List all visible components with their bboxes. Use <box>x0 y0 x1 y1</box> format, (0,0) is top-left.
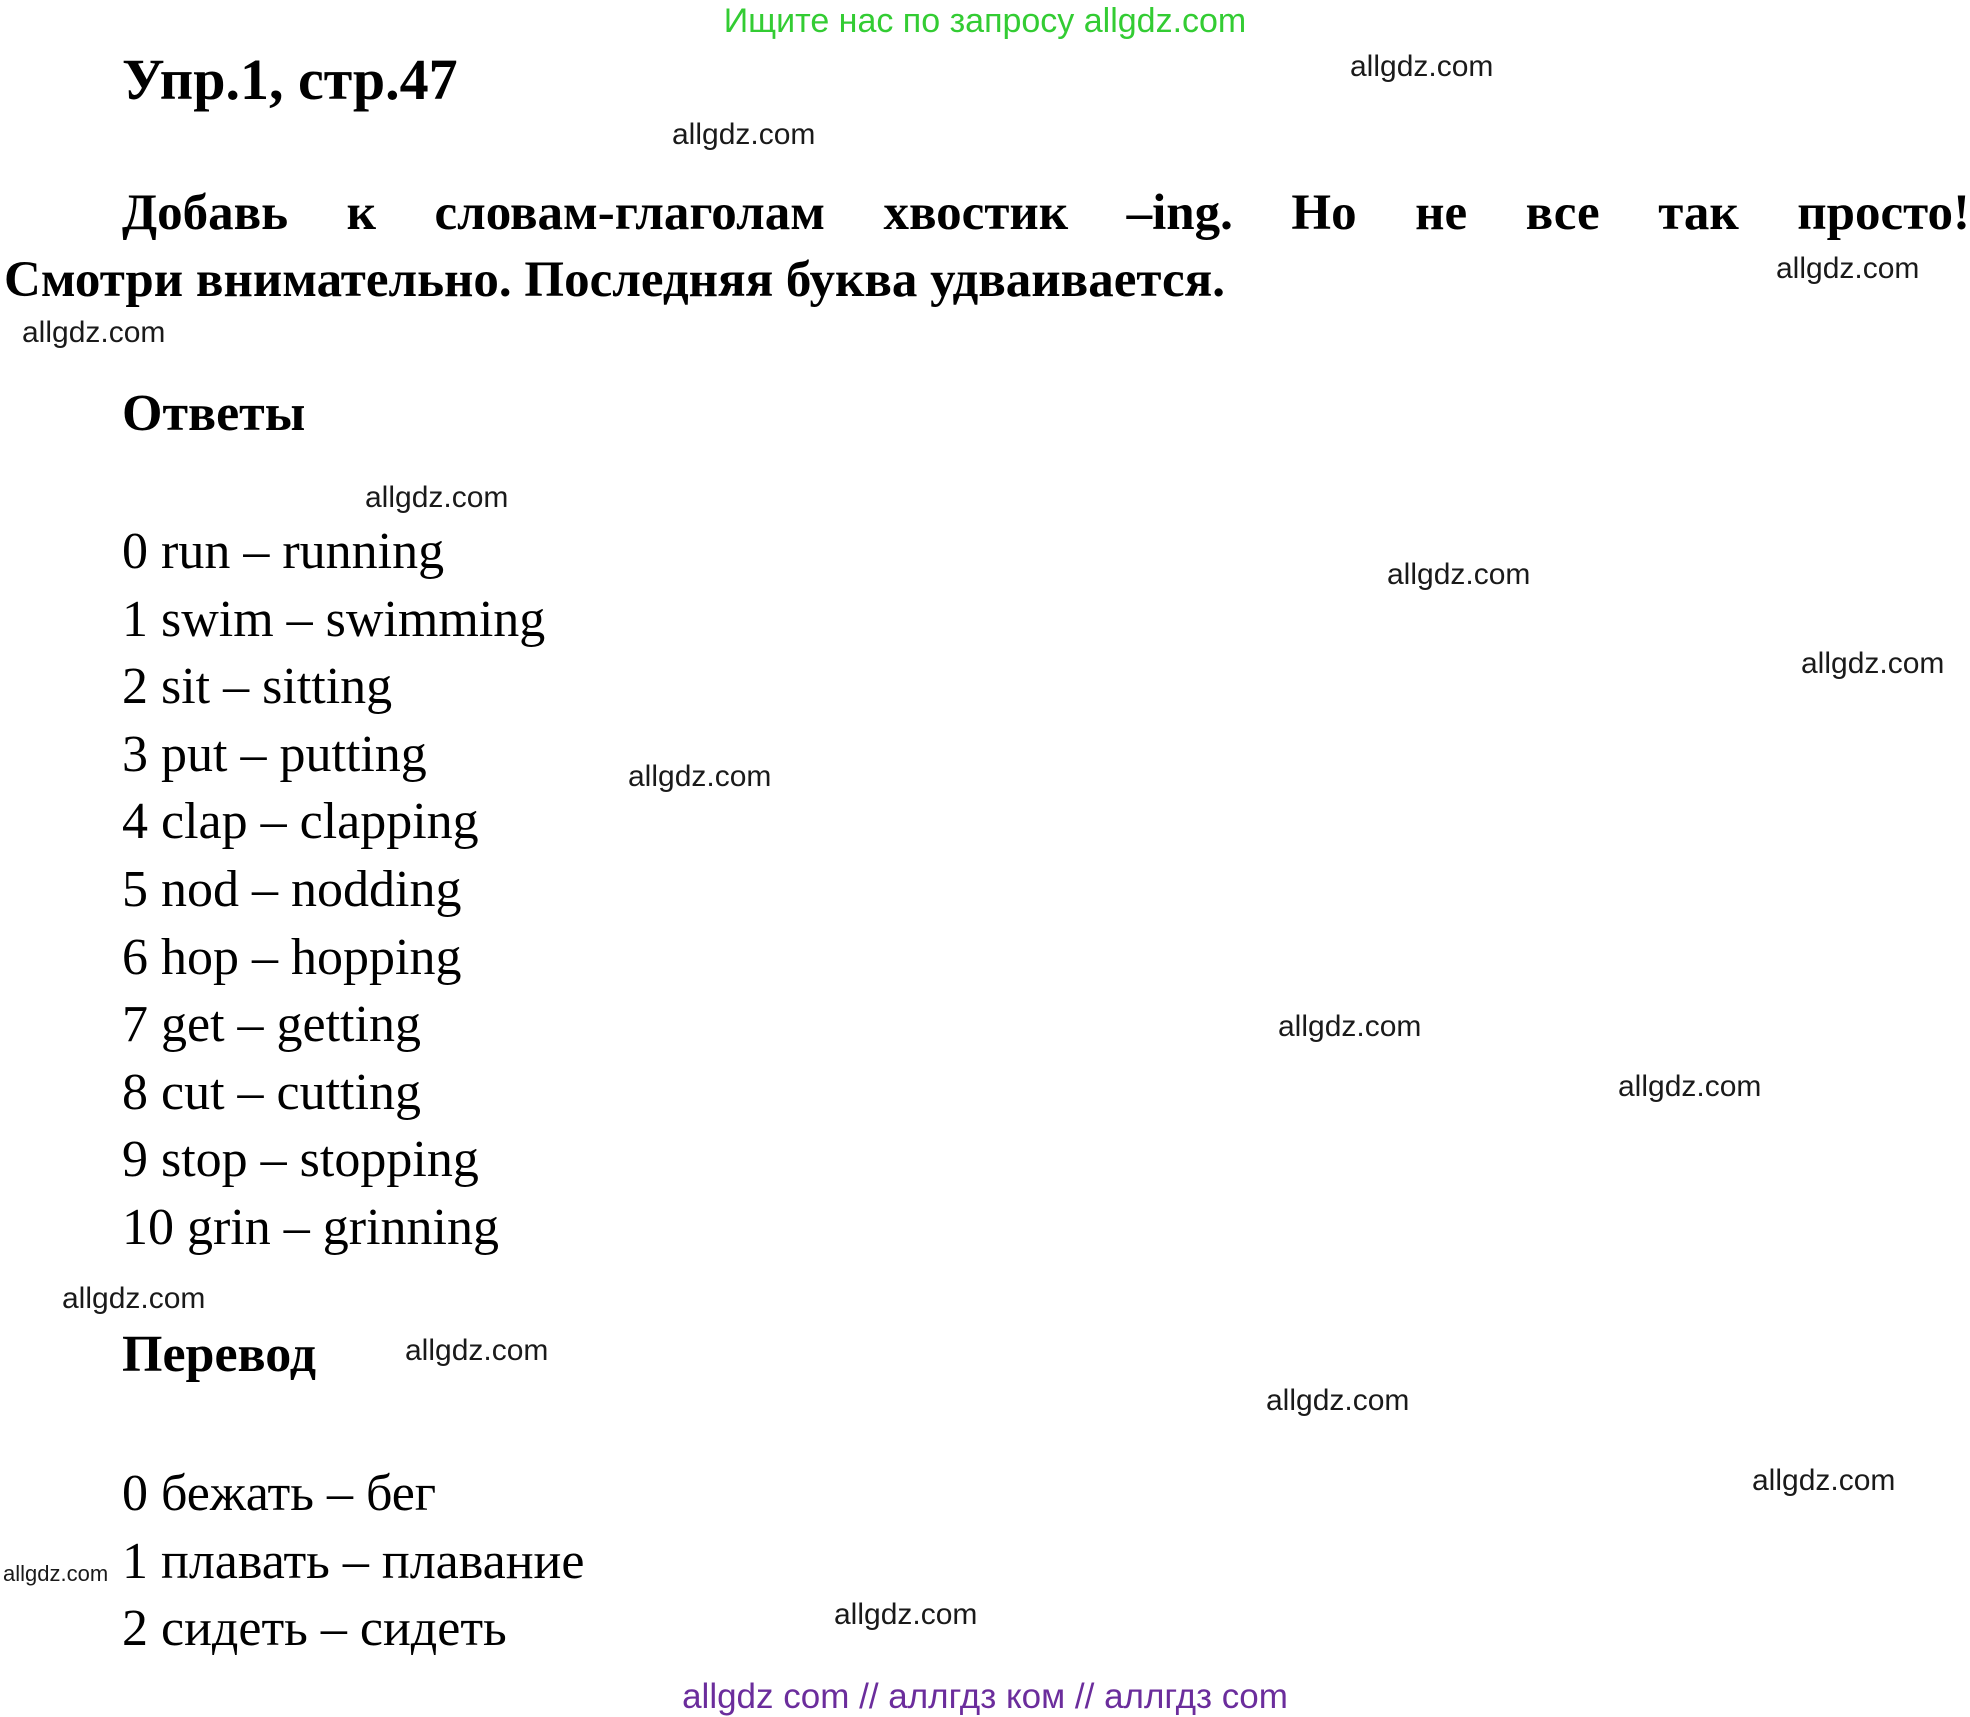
watermark: allgdz.com <box>3 1561 109 1586</box>
task-line-1: Добавь к словам-глаголам хвостик –ing. Но не все так просто! <box>122 185 1970 241</box>
watermark: allgdz.com <box>1618 1070 1762 1103</box>
answers-list <box>122 518 545 1262</box>
watermark: allgdz.com <box>672 118 816 151</box>
watermark: allgdz.com <box>1752 1464 1896 1497</box>
bottom-banner: allgdz com // аллгдз ком // аллгдз com <box>682 1677 1288 1716</box>
answer-item: 10 grin – grinning <box>122 1198 499 1256</box>
answer-item: 9 stop – stopping <box>122 1131 479 1189</box>
watermark: allgdz.com <box>62 1282 206 1315</box>
translation-item: 2 сидеть – сидеть <box>122 1600 507 1658</box>
watermark: allgdz.com <box>405 1334 549 1367</box>
answer-item: 1 swim – swimming <box>122 590 546 648</box>
translation-item: 1 плавать – плавание <box>122 1532 585 1590</box>
watermark: allgdz.com <box>1387 558 1531 591</box>
watermark: allgdz.com <box>1350 50 1494 83</box>
translation-item: 0 бежать – бег <box>122 1465 437 1522</box>
answer-item: 3 put – putting <box>122 725 427 783</box>
answer-item: 5 nod – nodding <box>122 860 462 918</box>
task-line-2: Смотри внимательно. Последняя буква удваивается. <box>4 252 1226 308</box>
watermark: allgdz.com <box>628 760 772 793</box>
watermark: allgdz.com <box>1278 1010 1422 1043</box>
watermark: allgdz.com <box>1776 252 1920 285</box>
task-instructions <box>4 180 1970 314</box>
watermark: allgdz.com <box>22 316 166 349</box>
answer-item: 7 get – getting <box>122 996 421 1054</box>
watermark: allgdz.com <box>365 481 509 514</box>
answer-item: 8 cut – cutting <box>122 1063 421 1121</box>
translation-heading: Перевод <box>122 1326 317 1383</box>
answer-item: 2 sit – sitting <box>122 658 393 716</box>
answer-item: 6 hop – hopping <box>122 928 462 986</box>
translation-list <box>122 1460 584 1663</box>
answers-heading: Ответы <box>122 385 306 442</box>
watermark: allgdz.com <box>834 1598 978 1631</box>
exercise-title: Упр.1, стр.47 <box>122 47 458 112</box>
watermark: allgdz.com <box>1266 1384 1410 1417</box>
answer-item: 0 run – running <box>122 523 445 580</box>
answer-item: 4 clap – clapping <box>122 793 479 851</box>
top-banner: Ищите нас по запросу allgdz.com <box>723 2 1247 40</box>
watermark: allgdz.com <box>1801 647 1945 680</box>
